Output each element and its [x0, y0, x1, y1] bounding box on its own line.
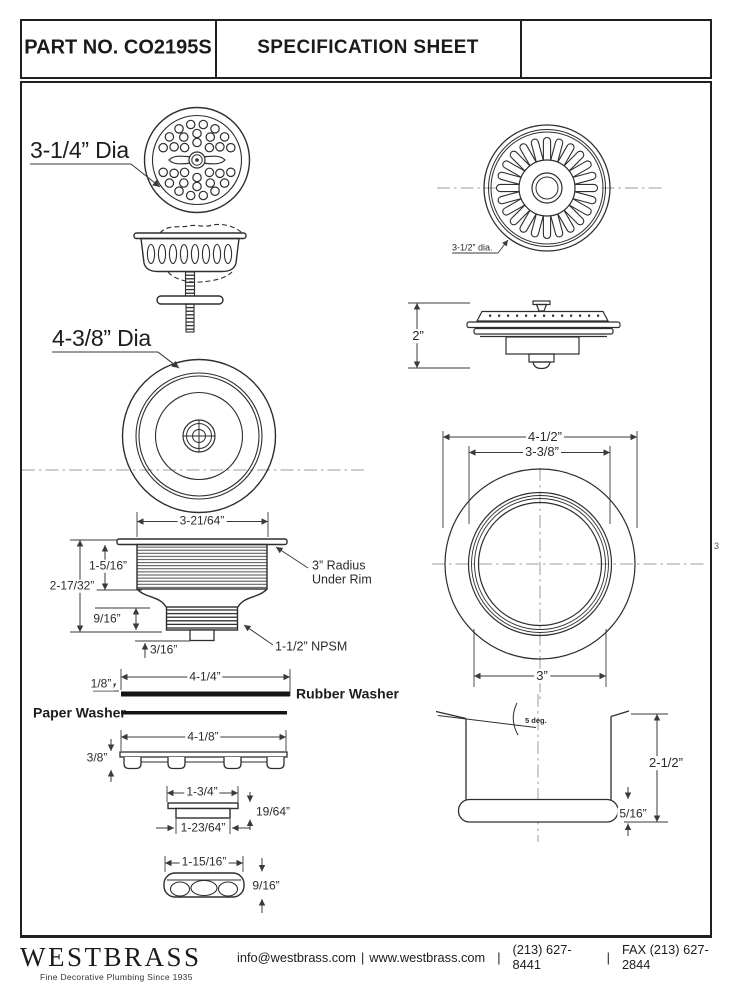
- basket-diameter-label: 3-1/2” dia.: [452, 242, 493, 253]
- rubber-washer-label: Rubber Washer: [296, 685, 399, 702]
- brand-logo: WESTBRASS: [20, 942, 202, 972]
- strainer-face-view: [145, 108, 250, 213]
- cup-lip-height-dim: 5/16”: [619, 806, 647, 821]
- contact-separator: |: [606, 949, 610, 965]
- cross-section-view: [117, 539, 287, 641]
- paper-washer-label: Paper Washer: [33, 704, 126, 721]
- contact-fax: FAX (213) 627-2844: [621, 942, 709, 972]
- cross-section-tab-height-dim: 3/16”: [150, 642, 178, 657]
- basket-strainer-side-view: [134, 224, 246, 332]
- rubber-washer-width-dim: 4-1/4”: [189, 669, 221, 684]
- cup-rim-angle-label: 5 deg.: [525, 716, 547, 726]
- page-margin-note: 3: [714, 541, 720, 551]
- rubber-washer-thickness-dim: 1/8”: [90, 676, 112, 691]
- slipnut-height-dim: 3/8”: [86, 750, 108, 765]
- contact-email: info@westbrass.com: [237, 949, 356, 965]
- page-title: SPECIFICATION SHEET: [257, 37, 479, 58]
- cross-section-upper-height-dim: 1-5/16”: [88, 558, 128, 573]
- cross-section-overall-height-dim: 2-17/32”: [49, 578, 95, 593]
- strainer-diameter-label: 3-1/4” Dia: [30, 137, 129, 163]
- contact-separator: |: [360, 949, 365, 965]
- slipnut-width-dim: 4-1/8”: [187, 729, 219, 744]
- assembly-side-view: [467, 301, 620, 369]
- flange-diameter-label: 4-3/8” Dia: [52, 325, 151, 351]
- rings-middle-diameter-dim: 3-3/8”: [525, 444, 559, 460]
- thread-spec-label: 1-1/2” NPSM: [275, 639, 348, 654]
- radius-note-line1: 3” Radius: [312, 558, 366, 573]
- radius-note-line2: Under Rim: [312, 572, 372, 587]
- cap-base-width-dim: 1-23/64”: [180, 820, 226, 835]
- cap-height-dim: 19/64”: [256, 804, 291, 819]
- contact-phone: (213) 627-8441: [512, 942, 572, 972]
- cup-height-dim: 2-1/2”: [649, 755, 683, 771]
- rings-inner-diameter-dim: 3”: [536, 668, 548, 684]
- cross-section-thread-height-dim: 9/16”: [93, 611, 121, 626]
- contact-website: www.westbrass.com: [369, 949, 486, 965]
- centerlines: [22, 188, 706, 842]
- locknut-height-dim: 9/16”: [252, 878, 280, 893]
- part-number: PART NO. CO2195S: [24, 36, 212, 59]
- flange-face-view: [123, 360, 276, 513]
- contact-separator: |: [497, 949, 501, 965]
- brand-tagline: Fine Decorative Plumbing Since 1935: [40, 972, 193, 982]
- locknut-width-dim: 1-15/16”: [181, 854, 227, 869]
- basket-face-view: [484, 125, 610, 251]
- cap-top-width-dim: 1-3/4”: [186, 784, 218, 799]
- cap-and-locknut: [164, 803, 244, 897]
- cross-section-width-dim: 3-21/64”: [179, 513, 225, 528]
- assembly-height-dim: 2”: [412, 328, 424, 344]
- rings-outer-diameter-dim: 4-1/2”: [528, 429, 562, 445]
